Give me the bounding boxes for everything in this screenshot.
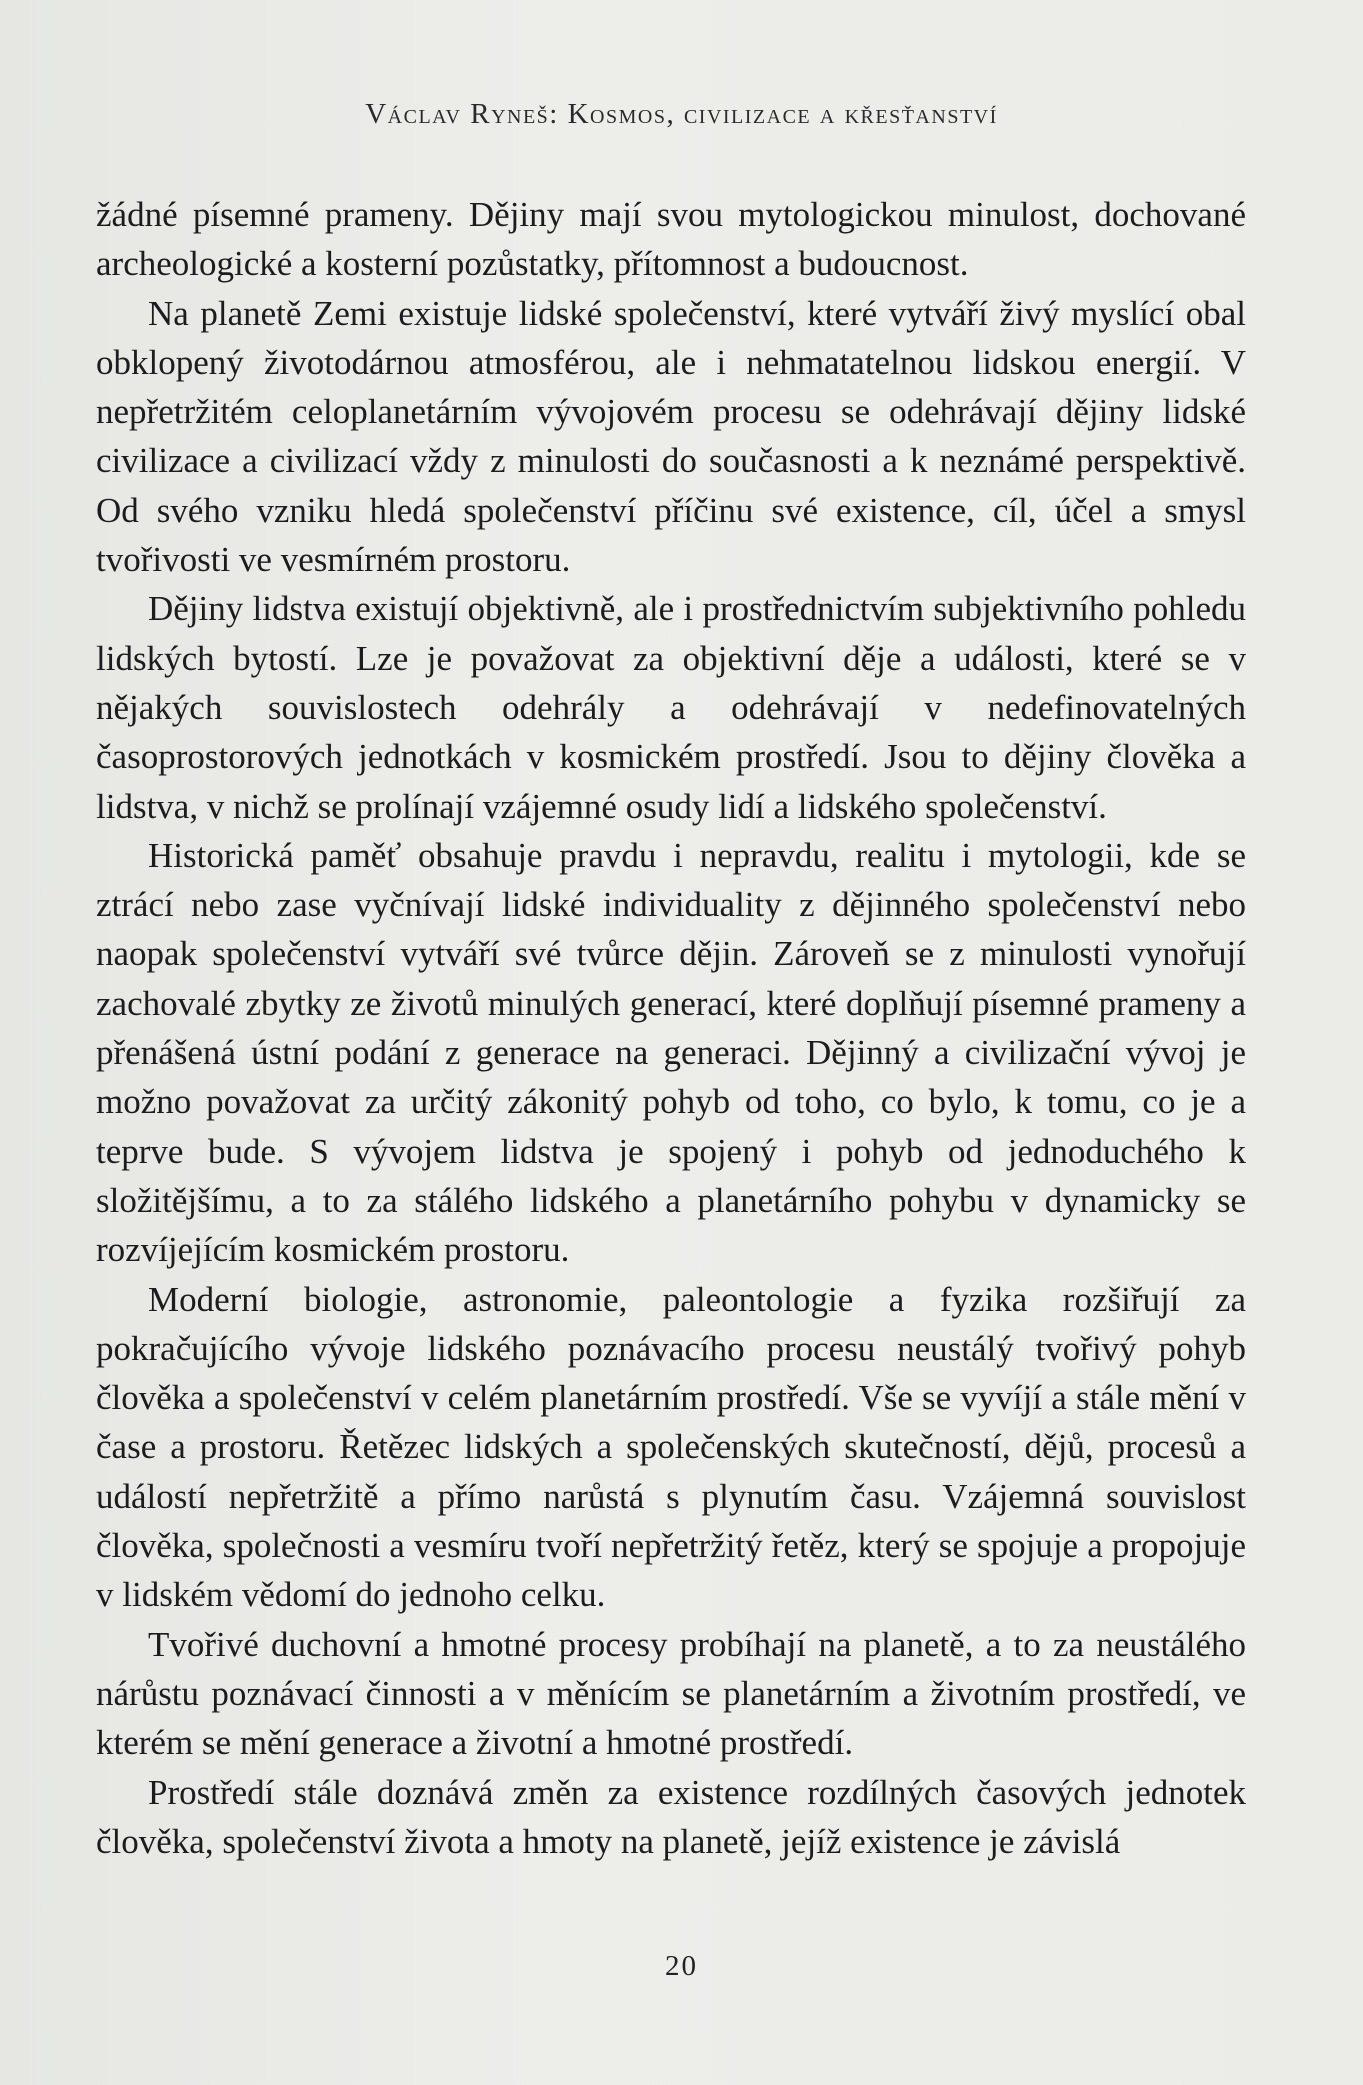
paragraph-1: žádné písemné prameny. Dějiny mají svou mytologickou minulost, dochované archeologické a kosterní pozůstatky, přítomnost a budoucnost. bbox=[96, 195, 1246, 284]
body-text bbox=[96, 190, 1246, 1866]
paragraph-7: Prostředí stále doznává změn za existence rozdílných časových jednotek člověka, společenství života a hmoty na planetě, jejíž existence je závislá bbox=[96, 1772, 1246, 1861]
paragraph-6: Tvořivé duchovní a hmotné procesy probíhají na planetě, a to za neustálého nárůstu poznávací činnosti a v měnícím se planetárním a životním prostředí, ve kterém se mění generace a životní a hmotné prostředí. bbox=[96, 1624, 1246, 1763]
paragraph-3: Dějiny lidstva existují objektivně, ale i prostřednictvím subjektivního pohledu lidských bytostí. Lze je považovat za objektivní děje a události, které se v nějakých souvislostech odehrály a odehrávají v nedefinovatelných časoprostorových jednotkách v kosmickém prostředí. Jsou to dějiny člověka a lidstva, v nichž se prolínají vzájemné osudy lidí a lidského společenství. bbox=[96, 589, 1246, 826]
paragraph-4: Historická paměť obsahuje pravdu i nepravdu, realitu i mytologii, kde se ztrácí nebo zase vyčnívají lidské individuality z dějinného společenství nebo naopak společenství vytváří své tvůrce dějin. Zároveň se z minulosti vynořují zachovalé zbytky ze životů minulých generací, které doplňují písemné prameny a přenášená ústní podání z generace na generaci. Dějinný a civilizační vývoj je možno považovat za určitý zákonitý pohyb od toho, co bylo, k tomu, co je a teprve bude. S vývojem lidstva je spojený i pohyb od jednoduchého k složitějšímu, a to za stálého lidského a planetárního pohybu v dynamicky se rozvíjejícím kosmickém prostoru. bbox=[96, 835, 1246, 1270]
running-header: Václav Ryneš: Kosmos, civilizace a křesťanství bbox=[365, 98, 998, 130]
paragraph-5: Moderní biologie, astronomie, paleontologie a fyzika rozšiřují za pokračujícího vývoje lidského poznávacího procesu neustálý tvořivý pohyb člověka a společenství v celém planetárním prostředí. Vše se vyvíjí a stále mění v čase a prostoru. Řetězec lidských a společenských skutečností, dějů, procesů a událostí nepřetržitě a přímo narůstá s plynutím času. Vzájemná souvislost člověka, společnosti a vesmíru tvoří nepřetržitý řetěz, který se spojuje a propojuje v lidském vědomí do jednoho celku. bbox=[96, 1279, 1246, 1615]
page-number: 20 bbox=[665, 1950, 698, 1982]
paragraph-2: Na planetě Zemi existuje lidské společenství, které vytváří živý myslící obal obklopený životodárnou atmosférou, ale i nehmatatelnou lidskou energií. V nepřetržitém celoplanetárním vývojovém procesu se odehrávají dějiny lidské civilizace a civilizací vždy z minulosti do současnosti a k neznámé perspektivě. Od svého vzniku hledá společenství příčinu své existence, cíl, účel a smysl tvořivosti ve vesmírném prostoru. bbox=[96, 293, 1246, 580]
